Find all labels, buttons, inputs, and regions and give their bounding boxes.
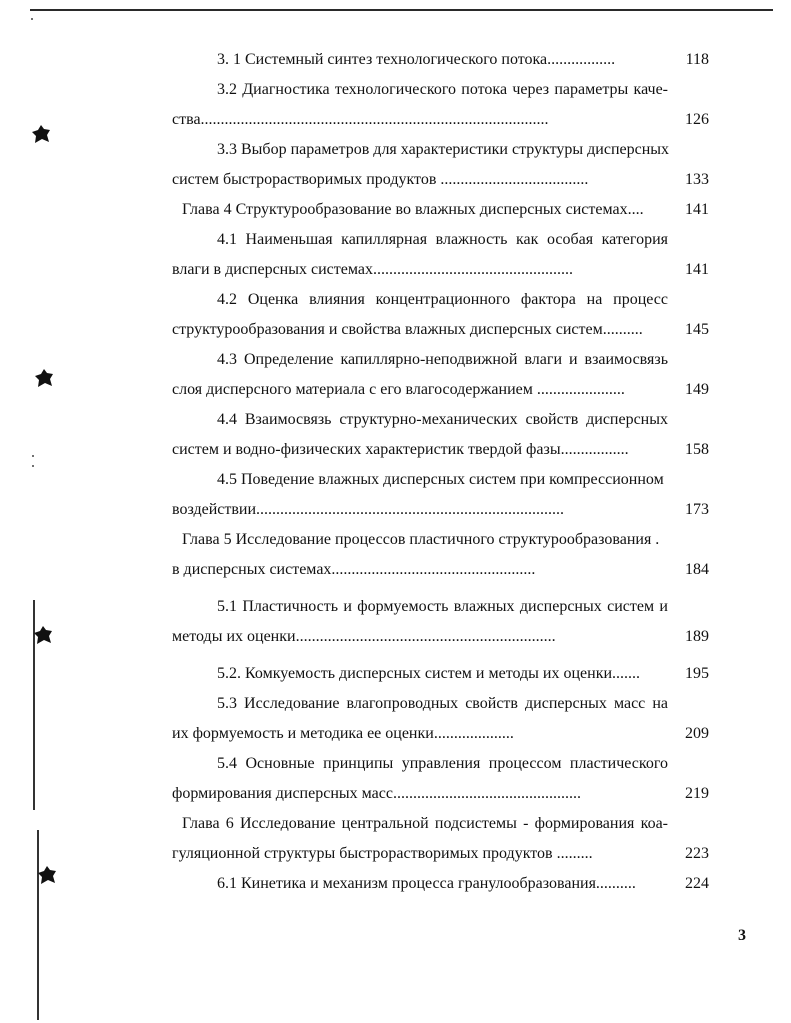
binding-hole-icon <box>33 625 53 645</box>
toc-page-number: 141 <box>685 261 709 278</box>
toc-entry-text: 6.1 Кинетика и механизм процесса гранулообразования.......... <box>217 875 636 892</box>
toc-chapter-text: Глава 6 Исследование центральной подсистемы - формирования коа- <box>182 815 668 832</box>
toc-entry-text: структурообразования и свойства влажных дисперсных систем.......... <box>172 321 643 338</box>
toc-entry-text: формирования дисперсных масс............................................... <box>172 785 581 802</box>
toc-page-number: 149 <box>685 381 709 398</box>
toc-entry-text: 5.3 Исследование влагопроводных свойств дисперсных масс на <box>217 695 668 712</box>
toc-page-number: 223 <box>685 845 709 862</box>
toc-page-number: 173 <box>685 501 709 518</box>
toc-entry-text: 4.1 Наименьшая капиллярная влажность как особая категория <box>217 231 668 248</box>
toc-entry-text: 4.4 Взаимосвязь структурно-механических свойств дисперсных <box>217 411 668 428</box>
toc-entry-text: 5.4 Основные принципы управления процессом пластического <box>217 755 668 772</box>
scan-top-border <box>30 9 773 11</box>
toc-entry-text: влаги в дисперсных системах.................................................. <box>172 261 573 278</box>
scan-speck <box>32 455 34 457</box>
toc-entry-text: 5.2. Комкуемость дисперсных систем и методы их оценки....... <box>217 665 641 682</box>
scan-speck <box>32 465 34 467</box>
toc-entry-text: 3.2 Диагностика технологического потока через параметры каче- <box>217 81 668 98</box>
binding-hole-icon <box>31 124 51 144</box>
page-number: 3 <box>738 927 746 944</box>
toc-entry-text: 4.3 Определение капиллярно-неподвижной влаги и взаимосвязь <box>217 351 668 368</box>
toc-entry-text: 4.5 Поведение влажных дисперсных систем при компрессионном <box>217 471 664 488</box>
toc-entry-text: 3.3 Выбор параметров для характеристики структуры дисперсных <box>217 141 670 158</box>
toc-page-number: 184 <box>685 561 709 578</box>
binding-hole-icon <box>37 865 57 885</box>
binding-hole-icon <box>34 368 54 388</box>
toc-page-number: 158 <box>685 441 709 458</box>
toc-entry-text: систем быстрорастворимых продуктов ..................................... <box>172 171 589 188</box>
toc-entry-text: ства....................................................................................... <box>172 111 549 128</box>
toc-page-number: 145 <box>685 321 709 338</box>
toc-page-number: 195 <box>685 665 709 682</box>
toc-entry-text: 5.1 Пластичность и формуемость влажных дисперсных систем и <box>217 598 668 615</box>
toc-entry-text: гуляционной структуры быстрорастворимых продуктов ......... <box>172 845 593 862</box>
toc-entry-text: методы их оценки................................................................. <box>172 628 556 645</box>
toc-entry-text: их формуемость и методика ее оценки.................... <box>172 725 514 742</box>
toc-entry-text: систем и водно-физических характеристик твердой фазы................. <box>172 441 629 458</box>
toc-entry-text: 3. 1 Системный синтез технологического потока................. <box>217 51 616 68</box>
toc-page-number: 219 <box>685 785 709 802</box>
toc-page-number: 118 <box>685 51 709 68</box>
toc-entry-text: слоя дисперсного материала с его влагосодержанием ...................... <box>172 381 625 398</box>
toc-page-number: 224 <box>685 875 709 892</box>
scan-speck <box>31 18 33 20</box>
toc-page-number: 141 <box>685 201 709 218</box>
toc-entry-text: в дисперсных системах................................................... <box>172 561 536 578</box>
toc-page-number: 126 <box>685 111 709 128</box>
toc-page-number: 189 <box>685 628 709 645</box>
toc-page-number: 133 <box>685 171 709 188</box>
scan-left-edge-lower <box>37 830 39 1020</box>
toc-entry-text: 4.2 Оценка влияния концентрационного фактора на процесс <box>217 291 668 308</box>
toc-entry-text: воздействии............................................................................. <box>172 501 565 518</box>
toc-chapter-text: Глава 5 Исследование процессов пластичного структурообразования . <box>182 531 660 548</box>
toc-chapter-text: Глава 4 Структурообразование во влажных дисперсных системах.... <box>182 201 644 218</box>
toc-page-number: 209 <box>685 725 709 742</box>
